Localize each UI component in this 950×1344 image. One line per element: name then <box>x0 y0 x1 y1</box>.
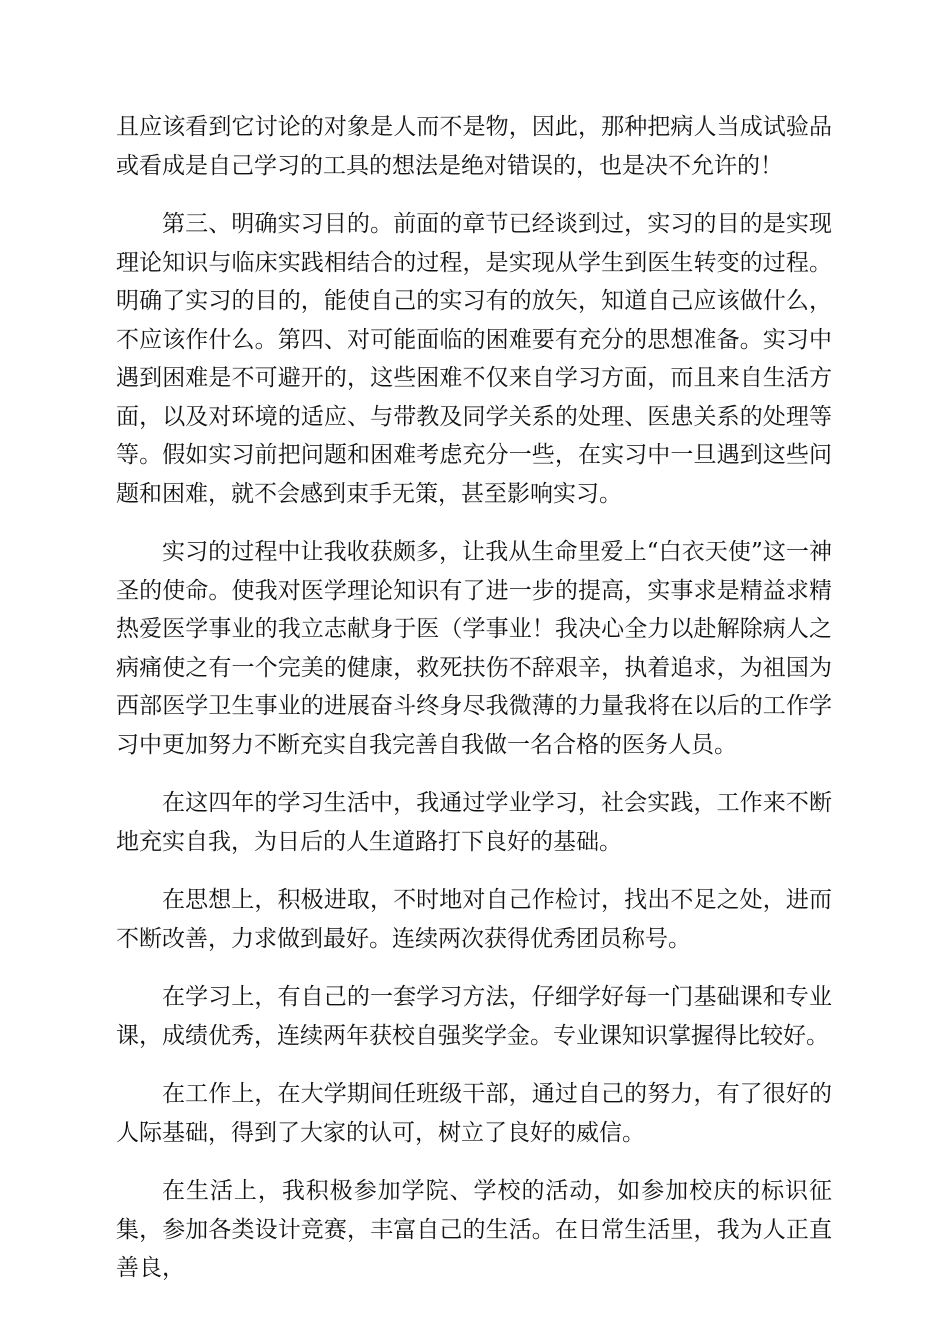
paragraph-5: 在思想上，积极进取，不时地对自己作检讨，找出不足之处，进而不断改善，力求做到最好。连续两次获得优秀团员称号。 <box>116 887 832 952</box>
paragraph-7: 在工作上，在大学期间任班级干部，通过自己的努力，有了很好的人际基础，得到了大家的认可，树立了良好的威信。 <box>116 1081 832 1146</box>
paragraph-6: 在学习上，有自己的一套学习方法，仔细学好每一门基础课和专业课，成绩优秀，连续两年获校自强奖学金。专业课知识掌握得比较好。 <box>116 984 832 1049</box>
paragraph-4: 在这四年的学习生活中，我通过学业学习，社会实践，工作来不断地充实自我，为日后的人生道路打下良好的基础。 <box>116 790 832 855</box>
paragraph-3: 实习的过程中让我收获颇多，让我从生命里爱上“白衣天使”这一神圣的使命。使我对医学理论知识有了进一步的提高，实事求是精益求精热爱医学事业的我立志献身于医（学事业！我决心全力以赴解除病人之病痛使之有一个完美的健康，救死扶伤不辞艰辛，执着追求，为祖国为西部医学卫生事业的进展奋斗终身尽我微薄的力量我将在以后的工作学习中更加努力不断充实自我完善自我做一名合格的医务人员。 <box>116 539 832 758</box>
paragraph-1: 且应该看到它讨论的对象是人而不是物，因此，那种把病人当成试验品或看成是自己学习的工具的想法是绝对错误的，也是决不允许的！ <box>116 114 832 179</box>
paragraph-2: 第三、明确实习目的。前面的章节已经谈到过，实习的目的是实现理论知识与临床实践相结合的过程，是实现从学生到医生转变的过程。明确了实习的目的，能使自己的实习有的放矢，知道自己应该做什么，不应该作什么。第四、对可能面临的困难要有充分的思想准备。实习中遇到困难是不可避开的，这些困难不仅来自学习方面，而且来自生活方面，以及对环境的适应、与带教及同学关系的处理、医患关系的处理等等。假如实习前把问题和困难考虑充分一些，在实习中一旦遇到这些问题和困难，就不会感到束手无策，甚至影响实习。 <box>116 211 832 507</box>
paragraph-8: 在生活上，我积极参加学院、学校的活动，如参加校庆的标识征集，参加各类设计竞赛，丰富自己的生活。在日常生活里，我为人正直善良， <box>116 1178 832 1281</box>
document-body <box>116 108 832 1308</box>
